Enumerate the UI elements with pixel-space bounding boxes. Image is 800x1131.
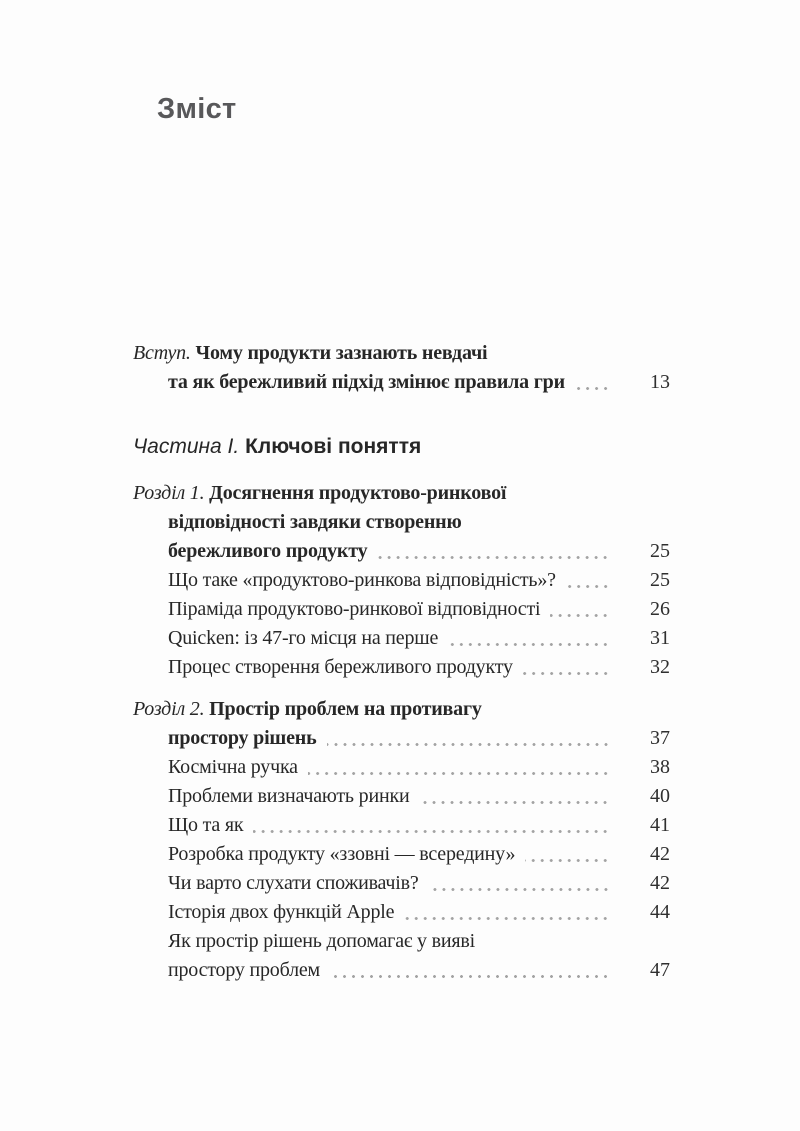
toc-line xyxy=(133,339,670,368)
toc-page-number: 41 xyxy=(650,814,670,836)
dotted-leader xyxy=(330,975,610,978)
toc-line-text xyxy=(168,595,540,624)
toc-text-segment: Космічна ручка xyxy=(168,756,298,778)
toc-line-text xyxy=(168,898,394,927)
toc-line xyxy=(133,724,670,753)
toc-line xyxy=(133,811,670,840)
toc-line-text xyxy=(168,624,438,653)
toc-text-segment: простору рішень xyxy=(168,727,317,749)
toc-page-number: 40 xyxy=(650,785,670,807)
toc-text-segment: Досягнення продуктово-ринкової xyxy=(209,482,507,504)
dotted-leader xyxy=(448,643,610,646)
toc-line-text xyxy=(133,339,487,368)
toc-page-number: 44 xyxy=(650,901,670,923)
toc-text-segment: простору проблем xyxy=(168,959,320,981)
toc-text-segment: бережливого продукту xyxy=(168,540,368,562)
toc-text-segment: Частина І. xyxy=(133,435,246,458)
toc-text-segment: Процес створення бережливого продукту xyxy=(168,656,513,678)
dotted-leader xyxy=(377,556,610,559)
toc-page-number: 25 xyxy=(650,569,670,591)
toc-line xyxy=(133,537,670,566)
toc-page-number: 25 xyxy=(650,540,670,562)
dotted-leader xyxy=(404,917,610,920)
toc-line-text xyxy=(168,724,317,753)
toc-line-text xyxy=(168,927,475,956)
toc-page-number: 37 xyxy=(650,727,670,749)
toc-line xyxy=(133,927,670,956)
toc-text-segment: Розділ 2. xyxy=(133,698,210,720)
dotted-leader xyxy=(253,830,610,833)
toc-line-text xyxy=(168,653,513,682)
toc-text-segment: Розробка продукту «ззовні — всередину» xyxy=(168,843,516,865)
toc-line-text xyxy=(168,368,565,397)
toc-text-segment: Проблеми визначають ринки xyxy=(168,785,410,807)
toc-text-segment: Простір проблем на противагу xyxy=(209,698,482,720)
dotted-leader xyxy=(419,801,610,804)
toc-line-text xyxy=(133,695,482,724)
toc-line xyxy=(133,479,670,508)
toc-line xyxy=(133,782,670,811)
toc-text-segment: Як простір рішень допомагає у вияві xyxy=(168,930,475,952)
dotted-leader xyxy=(550,614,610,617)
toc-line xyxy=(133,869,670,898)
toc-line xyxy=(133,432,670,461)
toc-line-text xyxy=(168,782,409,811)
dotted-leader xyxy=(566,585,610,588)
toc-text-segment: Історія двох функцій Apple xyxy=(168,901,395,923)
table-of-contents xyxy=(133,339,670,985)
toc-page-number: 13 xyxy=(650,371,670,393)
toc-line-text xyxy=(168,566,556,595)
toc-line xyxy=(133,566,670,595)
toc-text-segment: Розділ 1. xyxy=(133,482,210,504)
toc-line-text xyxy=(168,811,243,840)
toc-line xyxy=(133,898,670,927)
toc-line xyxy=(133,695,670,724)
toc-text-segment: Чому продукти зазнають невдачі xyxy=(195,342,488,364)
toc-line xyxy=(133,956,670,985)
toc-page-number: 38 xyxy=(650,756,670,778)
toc-line-text xyxy=(133,432,421,461)
toc-text-segment: Вступ. xyxy=(133,342,196,364)
toc-page-number: 42 xyxy=(650,872,670,894)
toc-line-text xyxy=(168,956,320,985)
toc-line-text xyxy=(168,508,462,537)
toc-line-text xyxy=(168,869,419,898)
toc-text-segment: Ключові поняття xyxy=(245,435,422,458)
dotted-leader xyxy=(308,772,610,775)
toc-text-segment: Чи варто слухати споживачів? xyxy=(168,872,419,894)
toc-line-text xyxy=(133,479,506,508)
dotted-leader xyxy=(327,743,611,746)
toc-text-segment: Що та як xyxy=(168,814,244,836)
toc-line-text xyxy=(168,753,298,782)
toc-text-segment: відповідності завдяки створенню xyxy=(168,511,462,533)
toc-line xyxy=(133,508,670,537)
toc-text-segment: Quicken: із 47-го місця на перше xyxy=(168,627,439,649)
toc-page-number: 32 xyxy=(650,656,670,678)
toc-line xyxy=(133,840,670,869)
dotted-leader xyxy=(523,672,610,675)
toc-line xyxy=(133,624,670,653)
toc-line-text xyxy=(168,537,367,566)
page-title: Зміст xyxy=(157,93,237,125)
toc-text-segment: та як бережливий підхід змінює правила гри xyxy=(168,371,565,393)
toc-line xyxy=(133,368,670,397)
dotted-leader xyxy=(525,859,610,862)
toc-page-number: 47 xyxy=(650,959,670,981)
dotted-leader xyxy=(575,387,610,390)
toc-text-segment: Що таке «продуктово-ринкова відповідність»? xyxy=(168,569,556,591)
toc-page-number: 42 xyxy=(650,843,670,865)
toc-text-segment: Піраміда продуктово-ринкової відповідності xyxy=(168,598,541,620)
toc-line-text xyxy=(168,840,515,869)
toc-line xyxy=(133,595,670,624)
toc-page-number: 31 xyxy=(650,627,670,649)
toc-line xyxy=(133,653,670,682)
toc-page-number: 26 xyxy=(650,598,670,620)
toc-line xyxy=(133,753,670,782)
dotted-leader xyxy=(429,888,610,891)
